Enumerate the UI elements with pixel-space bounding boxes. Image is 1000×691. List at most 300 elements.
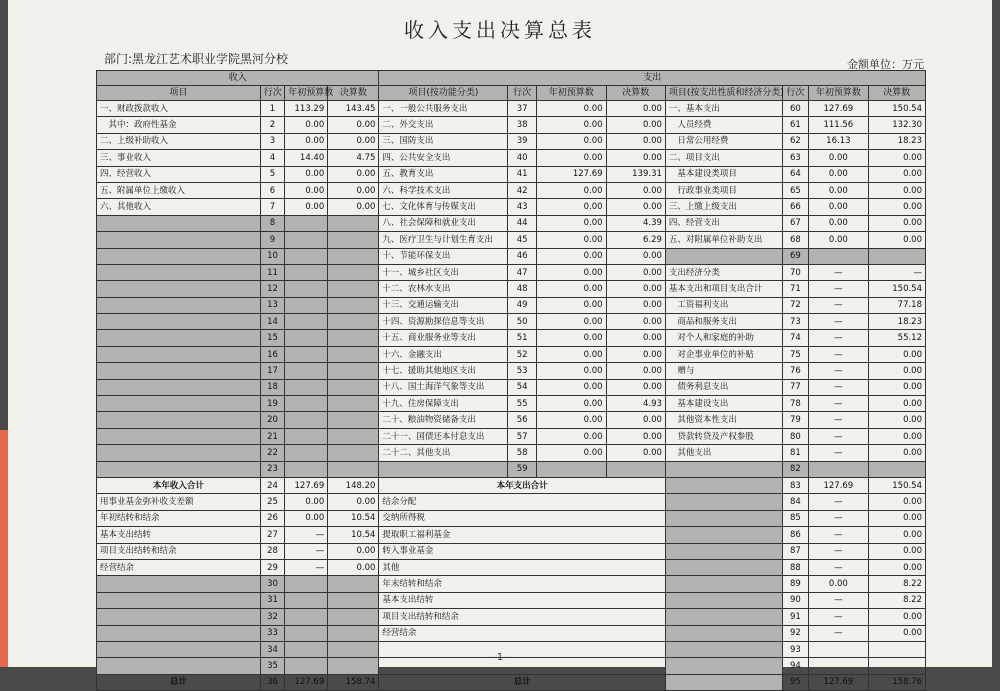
expense-func-item: 二、外交支出 [379, 117, 508, 133]
table-row [97, 150, 926, 166]
final-value [328, 428, 379, 444]
row-number: 89 [782, 576, 809, 592]
expense-summary-item: 结余分配 [379, 494, 666, 510]
final-value [328, 576, 379, 592]
final-value: 0.00 [868, 625, 925, 641]
budget-value: 113.29 [285, 101, 328, 117]
row-number: 39 [508, 133, 537, 149]
row-number: 54 [508, 379, 537, 395]
budget-value: 127.69 [809, 477, 868, 493]
final-value: 0.00 [328, 166, 379, 182]
row-number: 31 [260, 592, 285, 608]
final-value: 0.00 [606, 101, 665, 117]
expense-summary-item: 其他 [379, 559, 666, 575]
income-item [97, 412, 261, 428]
row-number: 35 [260, 658, 285, 674]
row-number: 55 [508, 396, 537, 412]
row-number: 48 [508, 281, 537, 297]
table-row [97, 101, 926, 117]
table-row [97, 281, 926, 297]
expense-func-item: 七、文化体育与传媒支出 [379, 199, 508, 215]
expense-func-item [379, 461, 508, 477]
expense-summary-item [379, 658, 666, 674]
final-value [328, 379, 379, 395]
income-item [97, 379, 261, 395]
column-header: 决算数 [328, 86, 379, 101]
row-number: 32 [260, 609, 285, 625]
expense-econ-item: 五、对附属单位补助支出 [665, 232, 782, 248]
final-value [606, 461, 665, 477]
final-value: 0.00 [606, 182, 665, 198]
budget-value: 127.69 [537, 166, 607, 182]
budget-value [809, 461, 868, 477]
final-value: 0.00 [868, 543, 925, 559]
income-item [97, 215, 261, 231]
final-value [328, 330, 379, 346]
final-value: 148.20 [328, 477, 379, 493]
table-row [97, 461, 926, 477]
table-row [97, 133, 926, 149]
final-value: 8.22 [868, 592, 925, 608]
final-value: 0.00 [606, 330, 665, 346]
final-value: — [868, 264, 925, 280]
expense-econ-item: 工资福利支出 [665, 297, 782, 313]
expense-econ-item: 二、项目支出 [665, 150, 782, 166]
final-value [328, 445, 379, 461]
budget-value [809, 658, 868, 674]
income-item [97, 576, 261, 592]
expense-func-item: 十一、城乡社区支出 [379, 264, 508, 280]
row-number: 79 [782, 412, 809, 428]
final-value: 0.00 [868, 346, 925, 362]
final-value: 0.00 [606, 363, 665, 379]
expense-func-item: 六、科学技术支出 [379, 182, 508, 198]
final-value: 0.00 [868, 199, 925, 215]
table-row [97, 412, 926, 428]
budget-value: 0.00 [537, 101, 607, 117]
final-value [328, 281, 379, 297]
row-number: 76 [782, 363, 809, 379]
budget-value: 0.00 [537, 363, 607, 379]
expense-econ-item: 基本支出和项目支出合计 [665, 281, 782, 297]
table-row [97, 477, 926, 493]
budget-value: — [809, 330, 868, 346]
column-header: 决算数 [868, 86, 925, 101]
final-value: 77.18 [868, 297, 925, 313]
budget-value: 0.00 [809, 166, 868, 182]
row-number: 58 [508, 445, 537, 461]
expense-econ-item: 行政事业类项目 [665, 182, 782, 198]
final-value: 0.00 [868, 166, 925, 182]
budget-value [285, 658, 328, 674]
final-value: 0.00 [328, 559, 379, 575]
income-item [97, 428, 261, 444]
table-row [97, 609, 926, 625]
budget-value: 0.00 [537, 199, 607, 215]
final-value: 10.54 [328, 527, 379, 543]
income-item: 二、上级补助收入 [97, 133, 261, 149]
final-value: 0.00 [868, 412, 925, 428]
header-row [97, 86, 926, 101]
final-value: 0.00 [606, 314, 665, 330]
expense-econ-item: 对个人和家庭的补助 [665, 330, 782, 346]
row-number: 2 [260, 117, 285, 133]
row-number: 43 [508, 199, 537, 215]
final-value: 158.74 [328, 674, 379, 690]
column-header: 年初预算数 [285, 86, 328, 101]
final-value: 8.22 [868, 576, 925, 592]
budget-value: 0.00 [537, 150, 607, 166]
expense-econ-item [665, 576, 782, 592]
budget-value [285, 330, 328, 346]
row-number: 87 [782, 543, 809, 559]
table-row [97, 297, 926, 313]
budget-value: 0.00 [537, 117, 607, 133]
row-number: 12 [260, 281, 285, 297]
budget-value [285, 215, 328, 231]
expense-econ-item: 三、上缴上级支出 [665, 199, 782, 215]
table-row [97, 182, 926, 198]
expense-econ-item [665, 494, 782, 510]
income-item [97, 609, 261, 625]
expense-func-item: 八、社会保障和就业支出 [379, 215, 508, 231]
expense-func-item: 十、节能环保支出 [379, 248, 508, 264]
budget-value [285, 592, 328, 608]
budget-value: — [809, 543, 868, 559]
row-number: 50 [508, 314, 537, 330]
final-value [328, 232, 379, 248]
final-value: 0.00 [868, 609, 925, 625]
table-row [97, 658, 926, 674]
final-value: 0.00 [328, 133, 379, 149]
income-item [97, 592, 261, 608]
income-item [97, 248, 261, 264]
final-value: 0.00 [606, 199, 665, 215]
final-value: 4.39 [606, 215, 665, 231]
budget-value [285, 264, 328, 280]
expense-func-item: 十二、农林水支出 [379, 281, 508, 297]
final-value [328, 248, 379, 264]
final-value [328, 609, 379, 625]
row-number: 37 [508, 101, 537, 117]
row-number: 18 [260, 379, 285, 395]
budget-value: 0.00 [537, 182, 607, 198]
table-row [97, 166, 926, 182]
expense-func-item: 一、一般公共服务支出 [379, 101, 508, 117]
expense-func-item: 二十、粮油物资储备支出 [379, 412, 508, 428]
table-row [97, 199, 926, 215]
expense-econ-item [665, 658, 782, 674]
final-value: 158.76 [868, 674, 925, 690]
budget-value [285, 412, 328, 428]
budget-value: 127.69 [285, 674, 328, 690]
expense-econ-item: 对企事业单位的补贴 [665, 346, 782, 362]
final-value: 0.00 [606, 346, 665, 362]
final-value [868, 248, 925, 264]
expense-func-item: 十八、国土海洋气象等支出 [379, 379, 508, 395]
budget-value [285, 346, 328, 362]
budget-value: 127.69 [809, 101, 868, 117]
expense-econ-item: 赠与 [665, 363, 782, 379]
department-label: 部门:黑龙江艺术职业学院黑河分校 [104, 52, 289, 66]
column-header: 行次 [782, 86, 809, 101]
income-item [97, 297, 261, 313]
final-value: 0.00 [868, 494, 925, 510]
budget-value [285, 379, 328, 395]
expense-header: 支出 [379, 71, 926, 86]
row-number: 62 [782, 133, 809, 149]
budget-value: 0.00 [285, 510, 328, 526]
row-number: 20 [260, 412, 285, 428]
final-value: 0.00 [868, 363, 925, 379]
final-value: 0.00 [328, 494, 379, 510]
row-number: 14 [260, 314, 285, 330]
budget-value: — [809, 559, 868, 575]
budget-value [285, 314, 328, 330]
row-number: 92 [782, 625, 809, 641]
row-number: 77 [782, 379, 809, 395]
expense-func-item: 三、国防支出 [379, 133, 508, 149]
row-number: 88 [782, 559, 809, 575]
expense-econ-item [665, 609, 782, 625]
header-row [97, 71, 926, 86]
final-value: 0.00 [868, 232, 925, 248]
final-value: 0.00 [606, 445, 665, 461]
expense-func-item: 二十一、国债还本付息支出 [379, 428, 508, 444]
row-number: 3 [260, 133, 285, 149]
budget-value: — [285, 559, 328, 575]
row-number: 72 [782, 297, 809, 313]
row-number: 78 [782, 396, 809, 412]
income-item: 一、财政拨款收入 [97, 101, 261, 117]
row-number: 53 [508, 363, 537, 379]
budget-value: 0.00 [285, 133, 328, 149]
row-number: 21 [260, 428, 285, 444]
column-header: 项目(按功能分类) [379, 86, 508, 101]
budget-value [285, 396, 328, 412]
final-value: 0.00 [868, 396, 925, 412]
table-row [97, 396, 926, 412]
income-item: 基本支出结转 [97, 527, 261, 543]
income-item [97, 264, 261, 280]
final-value [328, 264, 379, 280]
table-row [97, 314, 926, 330]
budget-value: 0.00 [285, 117, 328, 133]
budget-value: — [285, 527, 328, 543]
final-value: 150.54 [868, 101, 925, 117]
row-number: 30 [260, 576, 285, 592]
table-row [97, 674, 926, 690]
expense-summary-item: 交纳所得税 [379, 510, 666, 526]
budget-value: — [809, 592, 868, 608]
page-title: 收入支出决算总表 [404, 18, 596, 42]
expense-func-item: 十三、交通运输支出 [379, 297, 508, 313]
final-value [328, 215, 379, 231]
budget-value: — [809, 396, 868, 412]
expense-func-item: 二十二、其他支出 [379, 445, 508, 461]
row-number: 46 [508, 248, 537, 264]
expense-econ-item: 其他支出 [665, 445, 782, 461]
table-row [97, 527, 926, 543]
row-number: 27 [260, 527, 285, 543]
row-number: 6 [260, 182, 285, 198]
budget-value: 111.56 [809, 117, 868, 133]
row-number: 10 [260, 248, 285, 264]
row-number: 13 [260, 297, 285, 313]
row-number: 25 [260, 494, 285, 510]
row-number: 86 [782, 527, 809, 543]
final-value: 6.29 [606, 232, 665, 248]
row-number: 65 [782, 182, 809, 198]
expense-econ-item: 商品和服务支出 [665, 314, 782, 330]
budget-value: — [809, 363, 868, 379]
row-number: 47 [508, 264, 537, 280]
income-item: 六、其他收入 [97, 199, 261, 215]
budget-value [285, 625, 328, 641]
final-value: 0.00 [606, 297, 665, 313]
income-item [97, 445, 261, 461]
row-number: 24 [260, 477, 285, 493]
final-value [868, 461, 925, 477]
row-number: 16 [260, 346, 285, 362]
budget-value: 0.00 [537, 412, 607, 428]
summary-table [96, 70, 926, 691]
income-item [97, 658, 261, 674]
final-value: 0.00 [328, 543, 379, 559]
budget-value: 0.00 [809, 199, 868, 215]
row-number: 80 [782, 428, 809, 444]
budget-value: — [809, 297, 868, 313]
final-value: 150.54 [868, 281, 925, 297]
row-number: 75 [782, 346, 809, 362]
row-number: 74 [782, 330, 809, 346]
row-number: 17 [260, 363, 285, 379]
final-value: 0.00 [868, 215, 925, 231]
budget-value [809, 248, 868, 264]
final-value [328, 363, 379, 379]
budget-value: 0.00 [537, 330, 607, 346]
row-number: 82 [782, 461, 809, 477]
row-number: 22 [260, 445, 285, 461]
row-number: 23 [260, 461, 285, 477]
row-number: 81 [782, 445, 809, 461]
final-value: 55.12 [868, 330, 925, 346]
expense-econ-item [665, 625, 782, 641]
table-row [97, 215, 926, 231]
row-number: 57 [508, 428, 537, 444]
row-number: 68 [782, 232, 809, 248]
row-number: 9 [260, 232, 285, 248]
budget-value: 0.00 [537, 264, 607, 280]
expense-func-item: 五、教育支出 [379, 166, 508, 182]
final-value [868, 641, 925, 657]
budget-value: — [809, 625, 868, 641]
final-value: 0.00 [868, 510, 925, 526]
expense-summary-item: 基本支出结转 [379, 592, 666, 608]
final-value: 0.00 [328, 182, 379, 198]
income-item [97, 330, 261, 346]
budget-value: 0.00 [285, 166, 328, 182]
row-number: 40 [508, 150, 537, 166]
table-row [97, 363, 926, 379]
row-number: 26 [260, 510, 285, 526]
final-value [328, 346, 379, 362]
income-item [97, 641, 261, 657]
final-value: 0.00 [868, 150, 925, 166]
final-value: 143.45 [328, 101, 379, 117]
budget-value [285, 297, 328, 313]
final-value [328, 625, 379, 641]
row-number: 90 [782, 592, 809, 608]
final-value [328, 461, 379, 477]
final-value: 0.00 [868, 379, 925, 395]
budget-value: 0.00 [285, 199, 328, 215]
expense-econ-item: 其他资本性支出 [665, 412, 782, 428]
table-row [97, 625, 926, 641]
row-number: 64 [782, 166, 809, 182]
budget-value: 0.00 [537, 248, 607, 264]
expense-econ-item [665, 543, 782, 559]
expense-econ-item: 四、经营支出 [665, 215, 782, 231]
final-value: 139.31 [606, 166, 665, 182]
table-row [97, 445, 926, 461]
final-value: 0.00 [606, 412, 665, 428]
table-row [97, 592, 926, 608]
income-item [97, 346, 261, 362]
column-header: 行次 [260, 86, 285, 101]
row-number: 69 [782, 248, 809, 264]
income-item: 项目支出结转和结余 [97, 543, 261, 559]
budget-value: 0.00 [809, 232, 868, 248]
row-number: 4 [260, 150, 285, 166]
budget-value: 14.40 [285, 150, 328, 166]
table-row [97, 330, 926, 346]
expense-func-item: 十九、住房保障支出 [379, 396, 508, 412]
expense-summary-item: 总计 [379, 674, 666, 690]
expense-summary-item: 经营结余 [379, 625, 666, 641]
expense-func-item: 十五、商业服务业等支出 [379, 330, 508, 346]
final-value [328, 297, 379, 313]
budget-value [285, 461, 328, 477]
expense-econ-item [665, 527, 782, 543]
budget-value: — [809, 281, 868, 297]
budget-value: 0.00 [537, 379, 607, 395]
final-value: 0.00 [868, 428, 925, 444]
final-value: 0.00 [328, 117, 379, 133]
row-number: 84 [782, 494, 809, 510]
income-item [97, 396, 261, 412]
row-number: 28 [260, 543, 285, 559]
row-number: 67 [782, 215, 809, 231]
row-number: 94 [782, 658, 809, 674]
expense-econ-item [665, 477, 782, 493]
expense-econ-item: 一、基本支出 [665, 101, 782, 117]
expense-econ-item: 基本建设支出 [665, 396, 782, 412]
expense-summary-item [379, 641, 666, 657]
budget-value: 0.00 [537, 215, 607, 231]
row-number: 59 [508, 461, 537, 477]
budget-value [285, 445, 328, 461]
table-row [97, 379, 926, 395]
table-row [97, 346, 926, 362]
row-number: 29 [260, 559, 285, 575]
budget-value [809, 641, 868, 657]
budget-value: 0.00 [537, 346, 607, 362]
income-item [97, 625, 261, 641]
income-item: 五、附属单位上缴收入 [97, 182, 261, 198]
final-value: 4.93 [606, 396, 665, 412]
final-value: 18.23 [868, 133, 925, 149]
